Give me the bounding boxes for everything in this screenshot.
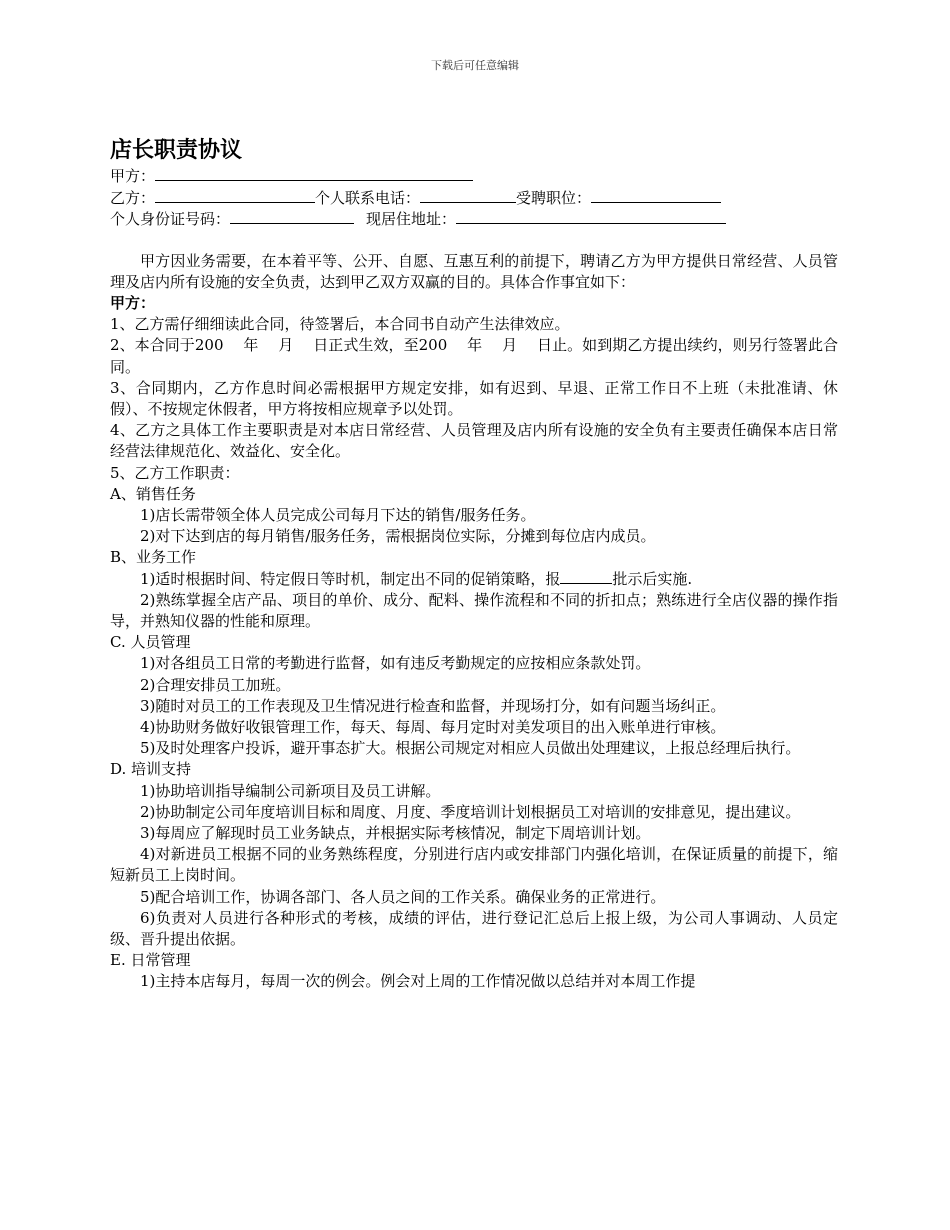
address-blank[interactable] — [456, 209, 726, 224]
section-b-item-1 — [110, 569, 838, 590]
party-b-row — [110, 188, 838, 210]
section-c-item: 3)随时对员工的工作表现及卫生情况进行检查和监督，并现场打分，如有问题当场纠正。 — [140, 696, 726, 715]
section-d-heading: D. 培训支持 — [110, 760, 192, 779]
party-a-label: 甲方： — [110, 167, 156, 185]
position-blank[interactable] — [591, 188, 721, 203]
clause-5: 5、乙方工作职责： — [110, 463, 240, 482]
approver-blank[interactable] — [560, 570, 612, 584]
section-d-item: 5)配合培训工作，协调各部门、各人员之间的工作关系。确保业务的正常进行。 — [140, 887, 666, 906]
clause-1: 1、乙方需仔细细读此合同，待签署后，本合同书自动产生法律效应。 — [110, 315, 570, 334]
phone-blank[interactable] — [420, 188, 516, 203]
section-a-item: 2)对下达到店的每月销售/服务任务，需根据岗位实际，分摊到每位店内成员。 — [140, 527, 656, 546]
section-e-item: 1)主持本店每月，每周一次的例会。例会对上周的工作情况做以总结并对本周工作提 — [140, 972, 696, 991]
page-header-note: 下载后可任意编辑 — [431, 59, 519, 72]
section-b-item-2: 2)熟练掌握全店产品、项目的单价、成分、配料、操作流程和不同的折扣点；熟练进行全店仪器的操作指导，并熟知仪器的性能和原理。 — [110, 590, 838, 630]
id-address-row — [110, 209, 838, 231]
party-a-row — [110, 166, 838, 188]
section-c-item: 1)对各组员工日常的考勤进行监督，如有违反考勤规定的应按相应条款处罚。 — [140, 654, 651, 673]
section-c-item: 5)及时处理客户投诉，避开事态扩大。根据公司规定对相应人员做出处理建议，上报总经理后执行。 — [140, 739, 801, 758]
clause-2: 2、本合同于200 年 月 日正式生效，至200 年 月 日止。如到期乙方提出续约，则另行签署此合同。 — [110, 336, 838, 376]
clause-4: 4、乙方之具体工作主要职责是对本店日常经营、人员管理及店内所有设施的安全负有主要责任确保本店日常经营法律规范化、效益化、安全化。 — [110, 421, 838, 461]
address-label: 现居住地址： — [366, 210, 457, 228]
agreement-document — [110, 134, 838, 993]
section-a-heading: A、销售任务 — [110, 484, 196, 503]
agreement-body — [110, 251, 838, 993]
section-c-item: 2)合理安排员工加班。 — [140, 675, 291, 694]
section-d-item: 6)负责对人员进行各种形式的考核，成绩的评估，进行登记汇总后上报上级，为公司人事调动、人员定级、晋升提出依据。 — [110, 908, 838, 948]
section-b-item-1-before: 1)适时根据时间、特定假日等时机，制定出不同的促销策略，报 — [140, 569, 561, 588]
position-label: 受聘职位： — [516, 188, 592, 207]
id-number-blank[interactable] — [230, 209, 354, 224]
party-info-fields — [110, 166, 838, 231]
phone-label: 个人联系电话： — [315, 188, 421, 207]
intro-paragraph: 甲方因业务需要，在本着平等、公开、自愿、互惠互利的前提下，聘请乙方为甲方提供日常经营、人员管理及店内所有设施的安全负责，达到甲乙双方双赢的目的。具体合作事宜如下： — [110, 251, 838, 291]
id-label: 个人身份证号码： — [110, 210, 231, 228]
party-b-name-blank[interactable] — [155, 188, 315, 203]
section-d-item: 1)协助培训指导编制公司新项目及员工讲解。 — [140, 781, 441, 800]
section-d-item: 4)对新进员工根据不同的业务熟练程度，分别进行店内或安排部门内强化培训，在保证质量的前提下，缩短新员工上岗时间。 — [110, 845, 838, 885]
document-title: 店长职责协议 — [110, 137, 243, 163]
section-b-heading: B、业务工作 — [110, 548, 197, 567]
section-d-item: 2)协助制定公司年度培训目标和周度、月度、季度培训计划根据员工对培训的安排意见，提出建议。 — [140, 802, 801, 821]
section-d-item: 3)每周应了解现时员工业务缺点，并根据实际考核情况，制定下周培训计划。 — [140, 823, 651, 842]
section-c-item: 4)协助财务做好收银管理工作，每天、每周、每月定时对美发项目的出入账单进行审核。 — [140, 717, 726, 736]
party-b-label: 乙方： — [110, 188, 156, 207]
party-a-blank[interactable] — [155, 166, 473, 181]
section-a-item: 1)店长需带领全体人员完成公司每月下达的销售/服务任务。 — [140, 505, 536, 524]
section-c-heading: C. 人员管理 — [110, 633, 191, 652]
clause-3: 3、合同期内，乙方作息时间必需根据甲方规定安排，如有迟到、早退、正常工作日不上班（未批准请、休假）、不按规定休假者，甲方将按相应规章予以处罚。 — [110, 378, 838, 418]
party-a-heading: 甲方： — [110, 293, 156, 312]
section-b-item-1-after: 批示后实施. — [612, 569, 693, 588]
section-e-heading: E. 日常管理 — [110, 951, 191, 970]
